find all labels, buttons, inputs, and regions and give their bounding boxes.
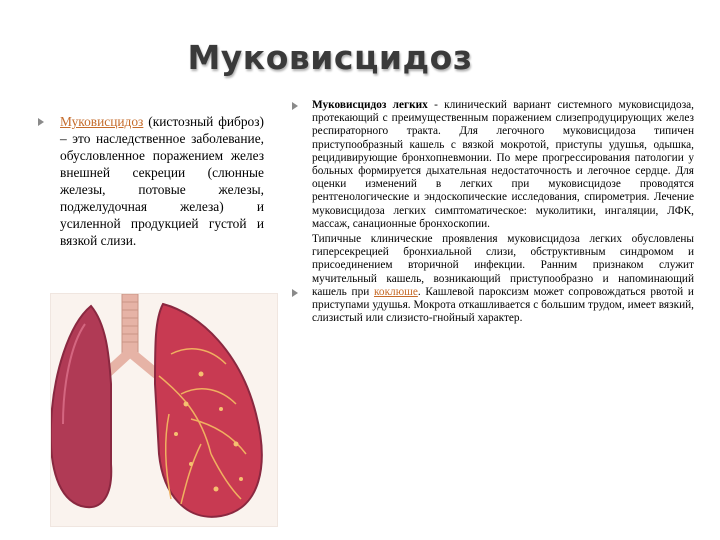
right-paragraph-1-text: - клинический вариант системного муковисцидоза, протекающий с преимущественным поражением слизепродуцирующих желез респираторного тракта. Для легочного муковисцидоза типичен приступообразный кашель с вязкой мокротой, приступы удушья, одышка, рецидивирующие бронхопневмонии. По мере прогрессирования патологии у больных формируется дыхательная недостаточность и легочное сердце. Для оценки изменений в легких при муковисцидозе проводятся рентгенологические и эндоскопические исследования, спирометрия. Лечение муковисцидоза легких симптоматическое: муколитики, ингаляции, ЛФК, массаж, санационные бронхоскопии. — [312, 99, 694, 230]
lungs-illustration — [50, 293, 278, 527]
right-paragraph-2-text-before: Типичные клинические проявления муковисцидоза легких обусловлены гиперсекрецией бронхиальной слизи, обструктивным синдромом и присоединением вторичной инфекции. Ранним признаком служит мучительный кашель, возникающий приступообразно и напоминающий кашель при — [312, 233, 694, 298]
right-paragraph-2 — [312, 233, 694, 325]
left-paragraph — [60, 113, 264, 249]
right-paragraph-2-text-after: . Кашлевой пароксизм может сопровождаться рвотой и приступами удушья. Мокрота откашливается с большим трудом, имеет вязкий, слизистый или слизисто-гнойный характер. — [312, 285, 694, 325]
triangle-bullet-icon — [292, 102, 298, 110]
left-paragraph-text: (кистозный фиброз) – это наследственное заболевание, обусловленное поражением желез внешней секреции (слюнные железы, потовые железы, поджелудочная железа) и усиленной продукцией густой и вязкой слизи. — [60, 114, 264, 248]
triangle-bullet-icon — [38, 118, 44, 126]
triangle-bullet-icon — [292, 289, 298, 297]
term-link[interactable]: Муковисцидоз — [60, 114, 144, 129]
right-paragraph-1 — [312, 99, 694, 231]
slide-title: Муковисцидоз — [187, 38, 473, 77]
right-paragraph-1-heading: Муковисцидоз легких — [312, 99, 428, 111]
right-column — [312, 99, 694, 325]
whooping-cough-link[interactable]: коклюше — [374, 285, 418, 298]
lungs-icon — [51, 294, 277, 526]
